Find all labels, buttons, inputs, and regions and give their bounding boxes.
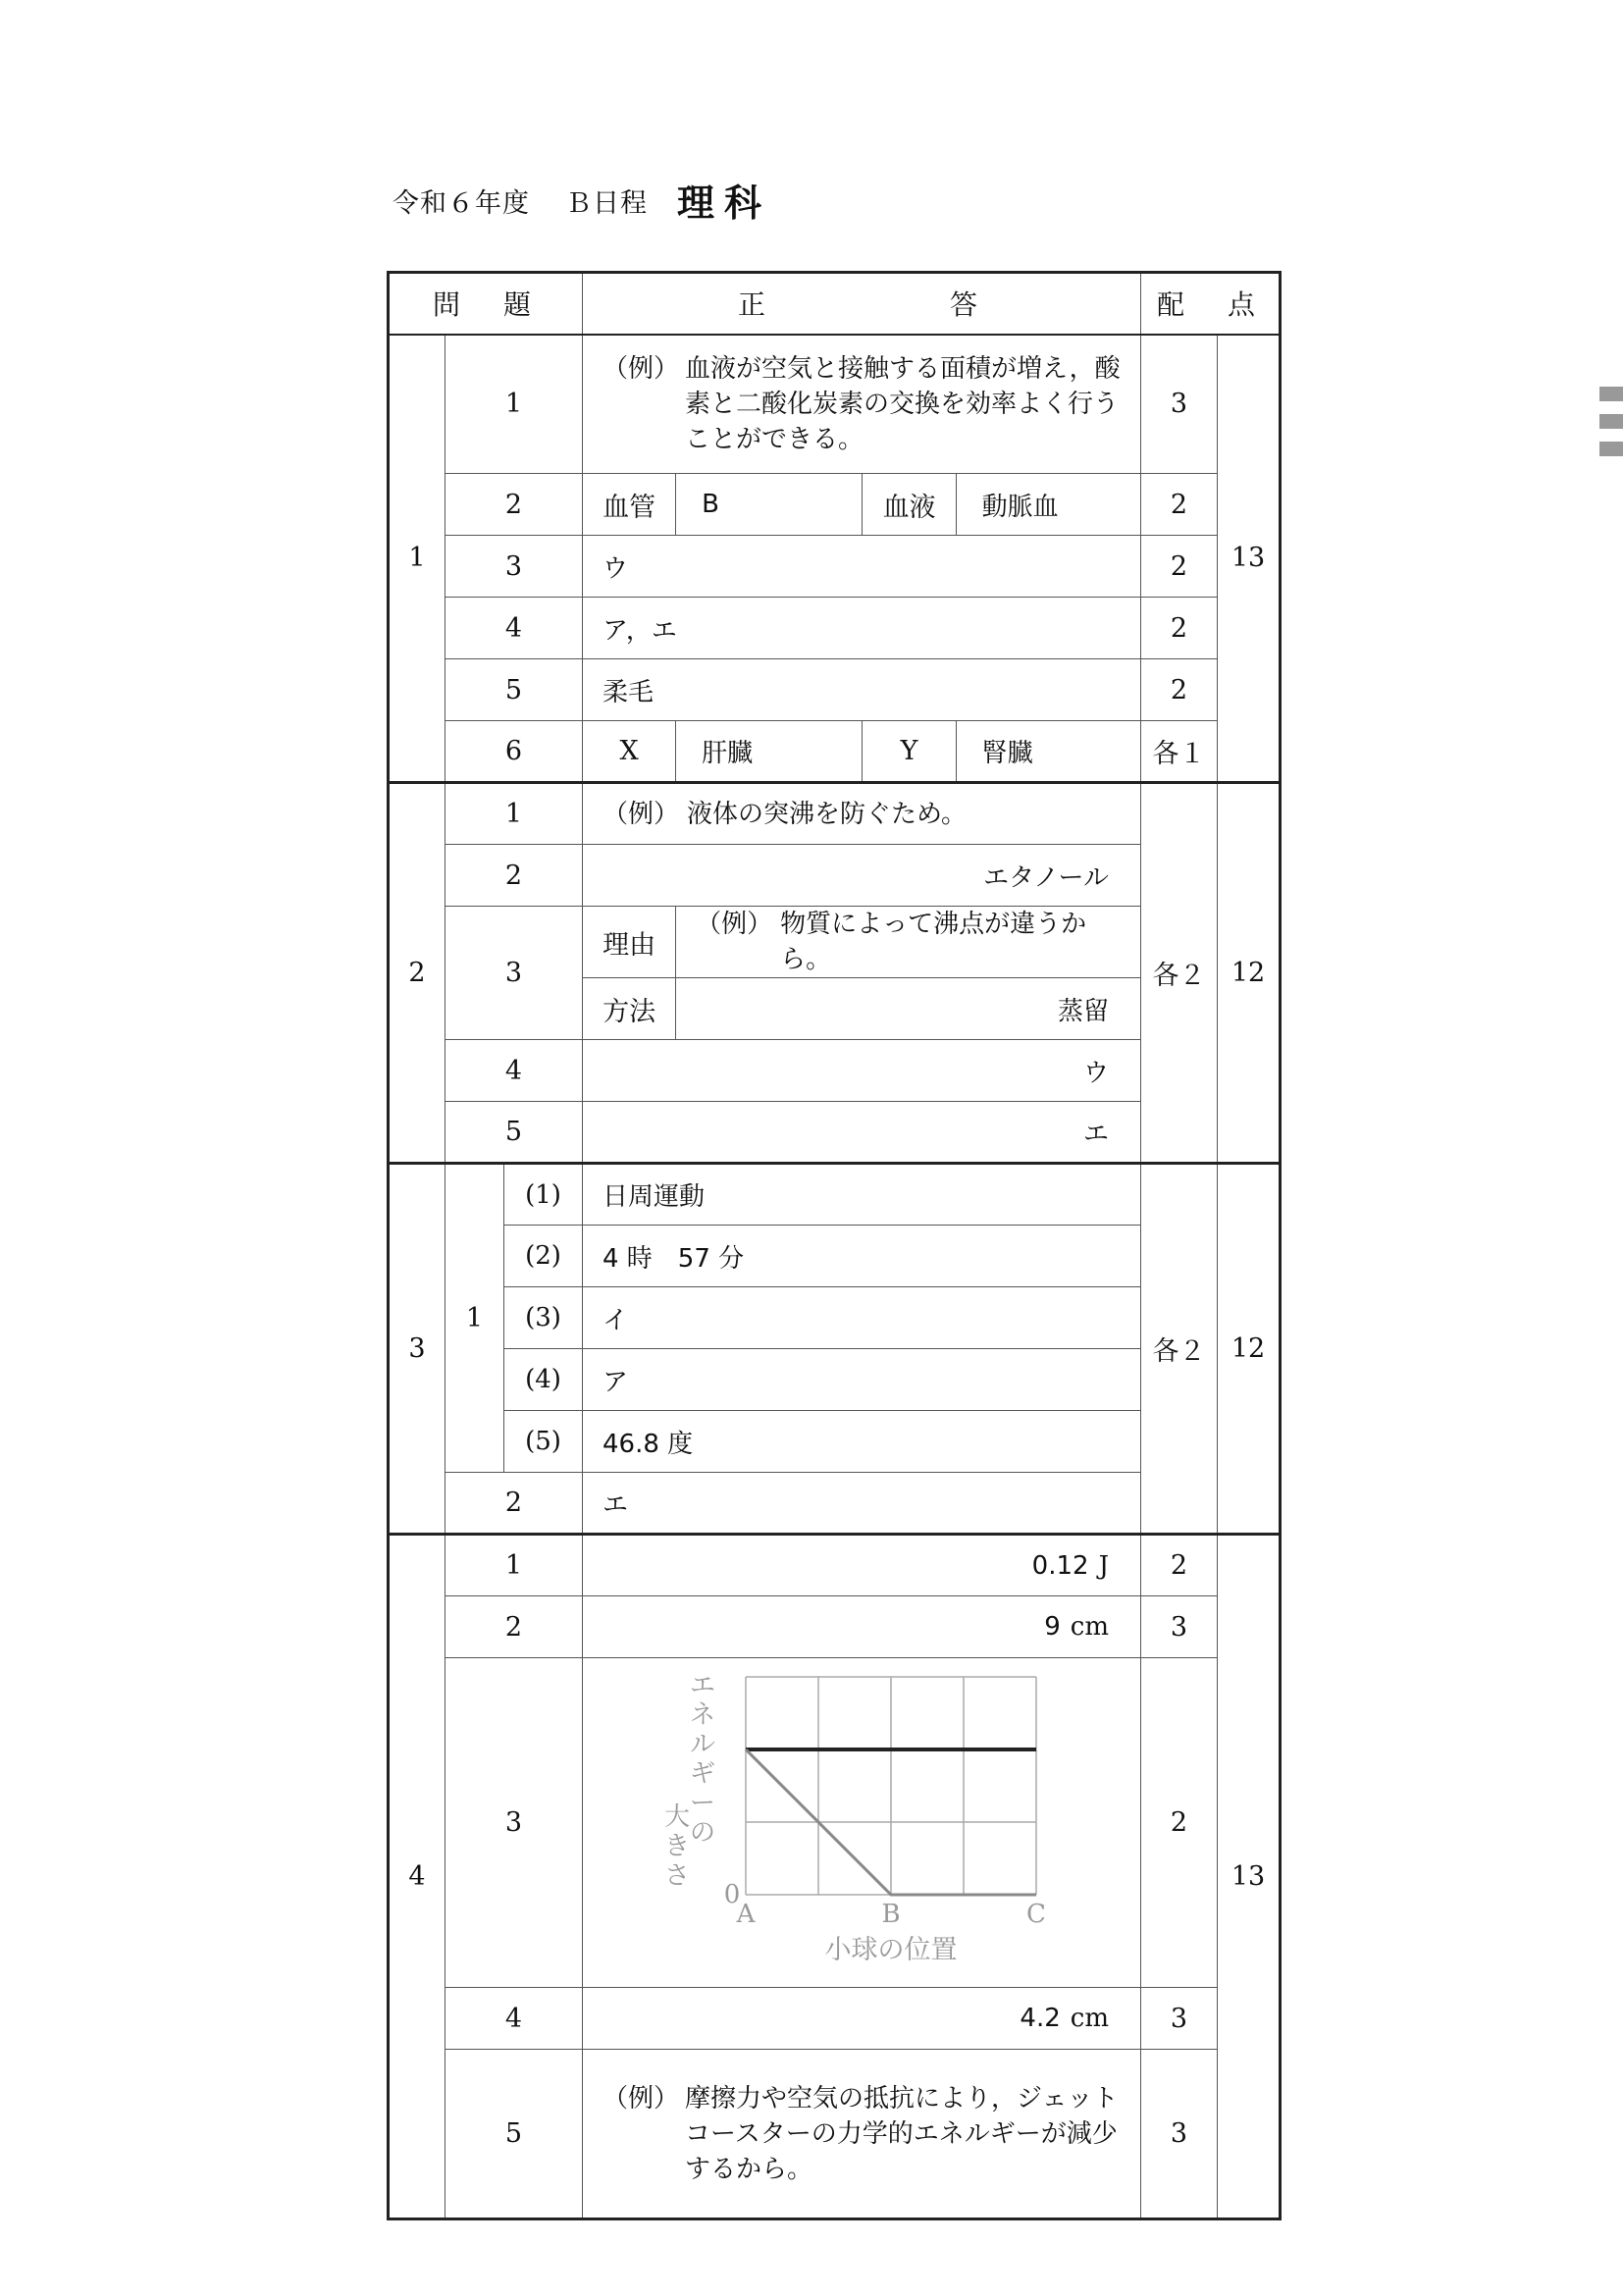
s1-q2-points: 2 — [1141, 474, 1218, 536]
y-axis-label-char: エ — [689, 1671, 716, 1700]
s4-q3-points: 2 — [1141, 1658, 1218, 1988]
section-2-total: 12 — [1218, 783, 1281, 1164]
s2-q3-reason-text: 物質によって沸点が違うから。 — [780, 910, 1087, 974]
section-2-points: 各２ — [1141, 783, 1218, 1164]
answer-table — [387, 271, 1282, 2220]
s1-q6-label-b: Y — [863, 721, 956, 783]
y-axis-label-char: ギ — [689, 1759, 716, 1789]
s4-q2-number: 2 — [445, 1596, 583, 1658]
s4-q1-number: 1 — [445, 1535, 583, 1596]
s3-q1-number: 1 — [445, 1164, 504, 1473]
s4-q4-number: 4 — [445, 1988, 583, 2050]
s2-q5-answer: エ — [583, 1102, 1141, 1164]
s3-q1-sub-label: (2) — [504, 1226, 583, 1287]
section-2-number: 2 — [389, 783, 445, 1164]
s4-q4-answer — [583, 1988, 1141, 2050]
s3-q1-sub-answer: 日周運動 — [583, 1164, 1141, 1226]
s3-q1-sub-answer: 46.8 度 — [583, 1411, 1141, 1473]
s4-q2-answer — [583, 1596, 1141, 1658]
s4-q1-answer — [583, 1535, 1141, 1596]
side-mark — [1599, 387, 1623, 401]
s1-q6-points: 各１ — [1141, 721, 1218, 783]
s1-q3-points: 2 — [1141, 536, 1218, 598]
s4-q5-text: 摩擦力や空気の抵抗により，ジェットコースターの力学的エネルギーが減少するから。 — [685, 2083, 1119, 2184]
s2-q3-method: 蒸留 — [676, 978, 1141, 1040]
s1-q2-label-b: 血液 — [863, 474, 956, 536]
s1-q4-number: 4 — [445, 598, 583, 659]
s4-q2-value: 9 — [1044, 1612, 1061, 1642]
s4-q2-unit: cm — [1070, 1612, 1109, 1642]
example-label: （例） — [602, 353, 680, 384]
s1-q1-number: 1 — [445, 335, 583, 474]
s4-q3-answer — [583, 1658, 1141, 1988]
s2-q3-reason — [676, 907, 1140, 977]
s4-q4-value: 4.2 — [1020, 2004, 1061, 2033]
example-label: （例） — [602, 2083, 680, 2113]
s2-q1-number: 1 — [445, 783, 583, 845]
header-schedule: Ｂ日程 — [565, 188, 648, 219]
s1-q1-text: 血液が空気と接触する面積が増え，酸素と二酸化炭素の交換を効率よく行うことができる。 — [685, 353, 1121, 454]
s3-q2-number: 2 — [445, 1473, 583, 1535]
section-4-number: 4 — [389, 1535, 445, 2219]
section-4-total: 13 — [1218, 1535, 1281, 2219]
s3-q1-sub-label: (4) — [504, 1349, 583, 1411]
s1-q6-value-a: 肝臓 — [676, 721, 863, 783]
column-points: 配 点 — [1141, 273, 1281, 335]
s1-q4-points: 2 — [1141, 598, 1218, 659]
s1-q5-number: 5 — [445, 659, 583, 721]
x-tick-label: C — [1026, 1900, 1046, 1929]
s2-q2-number: 2 — [445, 845, 583, 907]
example-label: （例） — [602, 799, 680, 829]
s4-q2-points: 3 — [1141, 1596, 1218, 1658]
section-1-total: 13 — [1218, 335, 1281, 783]
s1-q6-number: 6 — [445, 721, 583, 783]
s1-q2-number: 2 — [445, 474, 583, 536]
s2-q5-number: 5 — [445, 1102, 583, 1164]
s2-q1-answer — [583, 797, 1140, 832]
s4-q5-number: 5 — [445, 2050, 583, 2219]
s4-q1-value: 0.12 — [1031, 1550, 1089, 1581]
section-3-points: 各２ — [1141, 1164, 1218, 1535]
example-label: （例） — [696, 910, 773, 939]
s3-q1-sub-answer: 4 時 57 分 — [583, 1226, 1141, 1287]
s2-q4-number: 4 — [445, 1040, 583, 1102]
s3-q1-sub-answer: イ — [583, 1287, 1141, 1349]
s1-q4-answer: ア，エ — [583, 598, 1141, 659]
s4-q1-unit: J — [1098, 1550, 1109, 1581]
y-axis-label-char: の — [689, 1818, 716, 1848]
s1-q3-answer: ウ — [583, 536, 1141, 598]
s2-q1-text: 液体の突沸を防ぐため。 — [687, 799, 967, 829]
y-axis-label-char: ー — [689, 1789, 716, 1818]
s2-q3-reason-label: 理由 — [583, 907, 676, 978]
s1-q1-answer — [583, 351, 1140, 457]
y-zero-label: 0 — [723, 1880, 741, 1909]
s4-q5-answer — [583, 2081, 1140, 2187]
s1-q6-value-b: 腎臓 — [956, 721, 1140, 783]
s4-q3-number: 3 — [445, 1658, 583, 1988]
x-axis-title: 小球の位置 — [824, 1935, 958, 1965]
s1-q3-number: 3 — [445, 536, 583, 598]
side-mark — [1599, 442, 1623, 456]
header-subject: 理科 — [677, 182, 772, 225]
energy-chart — [583, 1658, 1140, 1980]
s4-q1-points: 2 — [1141, 1535, 1218, 1596]
column-answer: 正 答 — [583, 273, 1141, 335]
s4-q4-unit: cm — [1070, 2004, 1109, 2033]
section-1-number: 1 — [389, 335, 445, 783]
s1-q5-points: 2 — [1141, 659, 1218, 721]
s2-q4-answer: ウ — [583, 1040, 1141, 1102]
s1-q6-label-a: X — [583, 721, 676, 783]
s2-q3-method-label: 方法 — [583, 978, 676, 1040]
s3-q2-answer: エ — [583, 1473, 1141, 1535]
header-year: 令和６年度 — [393, 188, 530, 219]
s2-q2-answer: エタノール — [583, 845, 1141, 907]
s3-q1-sub-label: (1) — [504, 1164, 583, 1226]
y-axis-label-char: ル — [689, 1730, 716, 1759]
s2-q3-number: 3 — [445, 907, 583, 1040]
column-question: 問 題 — [389, 273, 583, 335]
section-3-number: 3 — [389, 1164, 445, 1535]
y-axis-label-char: さ — [663, 1861, 691, 1891]
s1-q2-value-a: B — [676, 474, 863, 536]
y-axis-label-char: き — [663, 1832, 691, 1861]
x-tick-label: A — [736, 1900, 756, 1929]
section-3-total: 12 — [1218, 1164, 1281, 1535]
s4-q5-points: 3 — [1141, 2050, 1218, 2219]
s1-q5-answer: 柔毛 — [583, 659, 1141, 721]
s3-q1-sub-label: (3) — [504, 1287, 583, 1349]
s3-q1-sub-answer: ア — [583, 1349, 1141, 1411]
x-tick-label: B — [881, 1900, 901, 1929]
page-header — [393, 169, 771, 223]
s4-q4-points: 3 — [1141, 1988, 1218, 2050]
y-axis-label-char: 大 — [663, 1802, 691, 1832]
s1-q2-label-a: 血管 — [583, 474, 676, 536]
s1-q1-points: 3 — [1141, 335, 1218, 474]
s3-q1-sub-label: (5) — [504, 1411, 583, 1473]
s1-q2-value-b: 動脈血 — [956, 474, 1140, 536]
y-axis-label-char: ネ — [689, 1700, 716, 1730]
side-mark — [1599, 414, 1623, 429]
